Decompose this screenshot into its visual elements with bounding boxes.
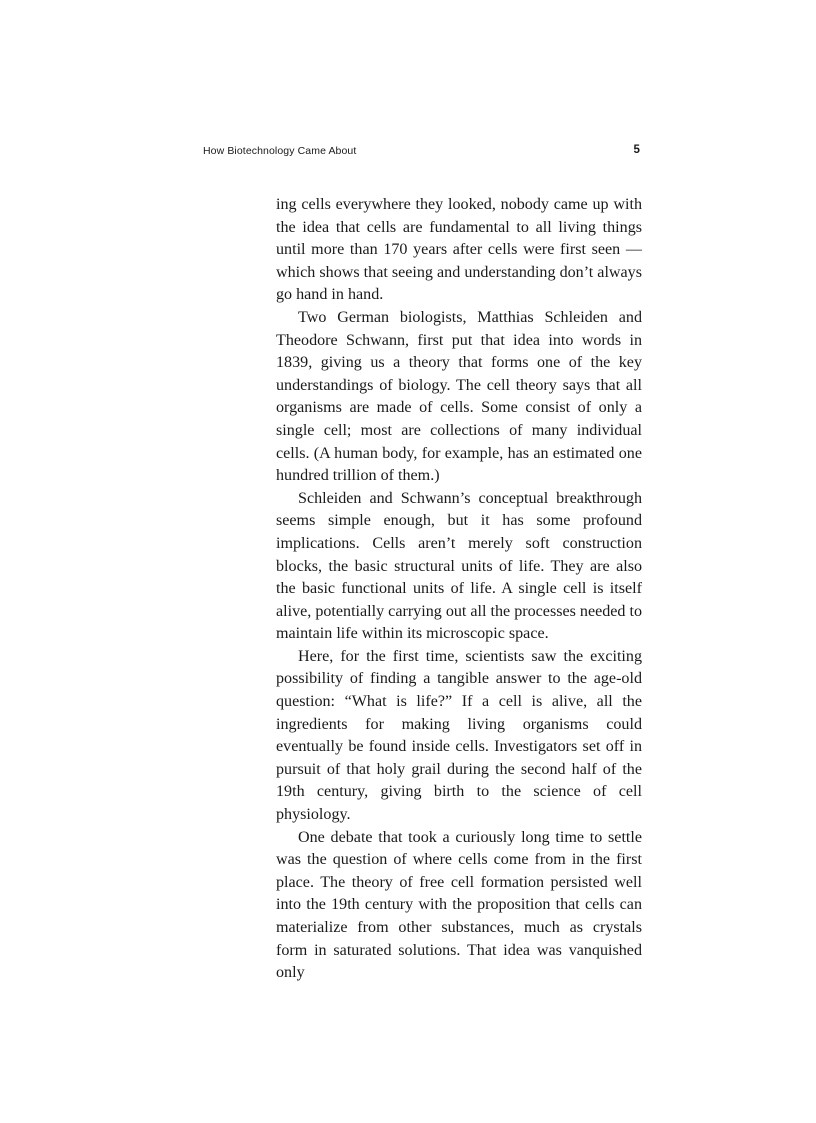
paragraph-continued: ing cells everywhere they looked, nobody came up with the idea that cells are fundamental to all living things until more than 170 years after cells were first seen — which shows that seeing and understanding don’t always go hand in hand. <box>276 196 642 304</box>
paragraph: One debate that took a curiously long time to settle was the question of where cells come from in the first place. The theory of free cell formation persisted well into the 19th century with the proposition that cells can materialize from other substances, much as crystals form in saturated solutions. That idea was vanquished only <box>276 828 642 982</box>
paragraph: Schleiden and Schwann’s conceptual breakthrough seems simple enough, but it has some profound implications. Cells aren’t merely soft construction blocks, the basic structural units of life. They are also the basic functional units of life. A single cell is itself alive, potentially carrying out all the processes needed to maintain life within its microscopic space. <box>276 489 643 643</box>
paragraph: Here, for the first time, scientists saw the exciting possibility of finding a tangible answer to the age-old question: “What is life?” If a cell is alive, all the ingredients for making living organisms could eventually be found inside cells. Investigators set off in pursuit of that holy grail during the second half of the 19th century, giving birth to the science of cell physiology. <box>276 647 642 824</box>
body-text <box>276 194 642 985</box>
running-header <box>203 145 640 163</box>
page-number: 5 <box>633 144 640 156</box>
running-title: How Biotechnology Came About <box>203 145 357 157</box>
paragraph: Two German biologists, Matthias Schleiden and Theodore Schwann, first put that idea into words in 1839, giving us a theory that forms one of the key understandings of biology. The cell theory says that all organisms are made of cells. Some consist of only a single cell; most are collections of many individual cells. (A human body, for example, has an estimated one hundred trillion of them.) <box>276 308 642 485</box>
